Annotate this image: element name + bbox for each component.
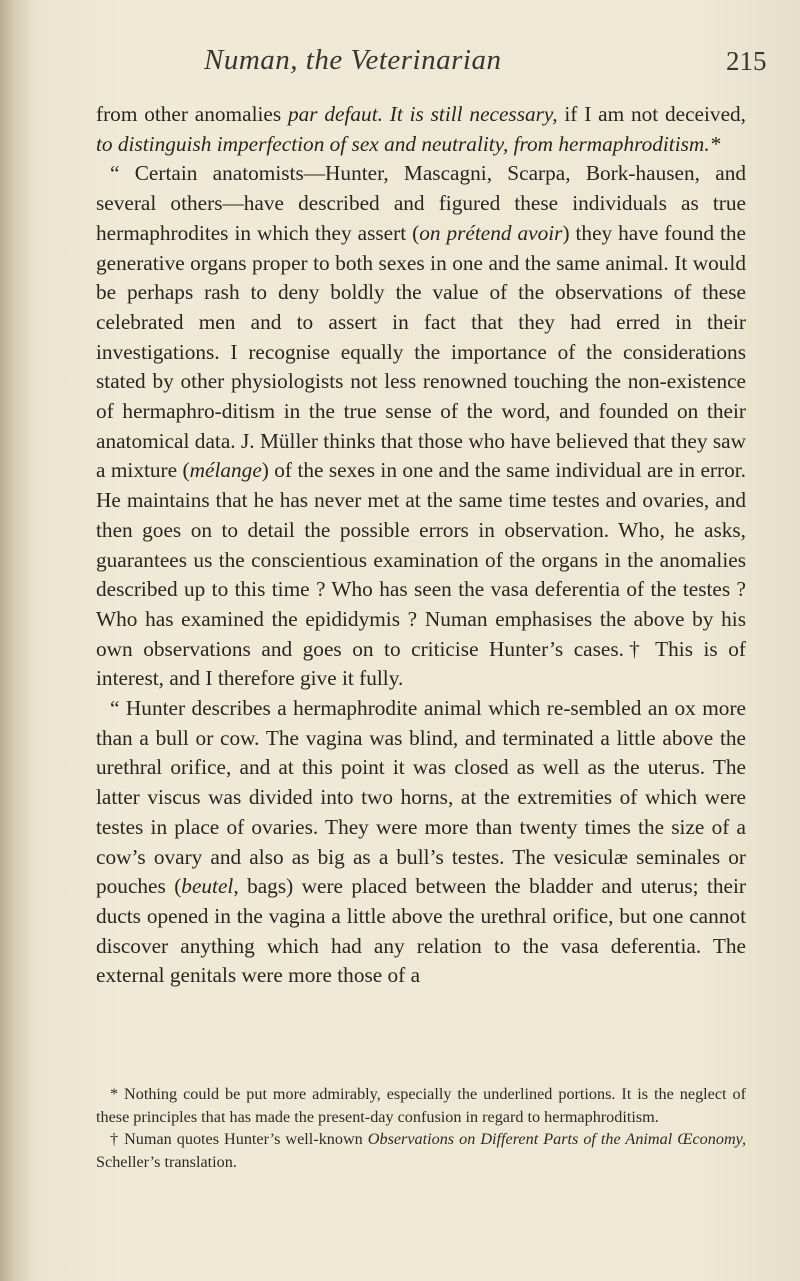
- body-text: [96, 100, 746, 991]
- text-span: ) of the sexes in one and the same individual are in error. He maintains that he has never met at the same time testes and ovaries, and then goes on to detail the possible errors in observation. Who, he asks, guarantees us the conscientious examination of the organs in the anomalies described up to this time ? Who has seen the vasa deferentia of the testes ? Who has examined the epididymis ? Numan emphasises the above by his own observations and goes on to criticise Hunter’s cases.† This is of interest, and I therefore give it fully.: [96, 458, 747, 691]
- page-number: 215: [726, 46, 767, 76]
- footnote-1: * Nothing could be put more admirably, especially the underlined portions. It is the neglect of these principles that has made the present-day confusion in regard to hermaphroditism.: [96, 1085, 746, 1126]
- footnotes: [96, 1083, 746, 1173]
- italic-span: mélange: [189, 458, 262, 483]
- italic-span: par defaut. It is still necessary,: [287, 102, 558, 126]
- text-span: Scheller’s translation.: [96, 1152, 237, 1171]
- italic-span: on prétend avoir: [419, 220, 563, 245]
- text-span: from other anomalies: [96, 102, 288, 126]
- paragraph-1: [96, 100, 746, 159]
- text-span: bags) were placed between the bladder and uterus; their ducts opened in the vagina a little above the urethral orifice, but one cannot discover anything which had any relation to the vasa deferentia. The external genitals were more those of a: [96, 874, 746, 988]
- italic-span: Observations on Different Parts of the Animal Œconomy,: [367, 1130, 746, 1148]
- italic-span: beutel,: [181, 874, 239, 899]
- text-span: ) they have found the generative organs proper to both sexes in one and the same animal. It would be perhaps rash to deny boldly the value of the observations of these celebrated men and to assert in fact that they had erred in their investigations. I recognise equally the importance of the considerations stated by other physiologists not less renowned touching the non-existence of hermaphro-ditism in the true sense of the word, and founded on their anatomical data. J. Müller thinks that those who have believed that they saw a mixture (: [96, 220, 746, 483]
- running-header: Numan, the Veterinarian: [204, 44, 502, 76]
- paragraph-2: [96, 159, 746, 694]
- text-span: “ Hunter describes a hermaphrodite animal which re-sembled an ox more than a bull or cow. The vagina was blind, and terminated a little above the urethral orifice, and at this point it was closed as well as the uterus. The latter viscus was divided into two horns, at the extremities of which were testes in place of ovaries. They were more than twenty times the size of a cow’s ovary and also as big as a bull’s testes. The vesiculæ seminales or pouches (: [96, 696, 746, 899]
- paragraph-3: [96, 694, 746, 991]
- italic-span: to distinguish imperfection of sex and neutrality, from hermaphroditism.*: [96, 131, 721, 156]
- text-span: “ Certain anatomists—Hunter, Mascagni, Scarpa, Bork-hausen, and several others—have described and figured these individuals as true hermaphrodites in which they assert (: [96, 161, 746, 245]
- footnote-2: [96, 1128, 746, 1173]
- text-span: if I am not deceived,: [557, 102, 746, 126]
- text-span: † Numan quotes Hunter’s well-known: [110, 1130, 368, 1148]
- page-gutter-shadow: [0, 0, 30, 1281]
